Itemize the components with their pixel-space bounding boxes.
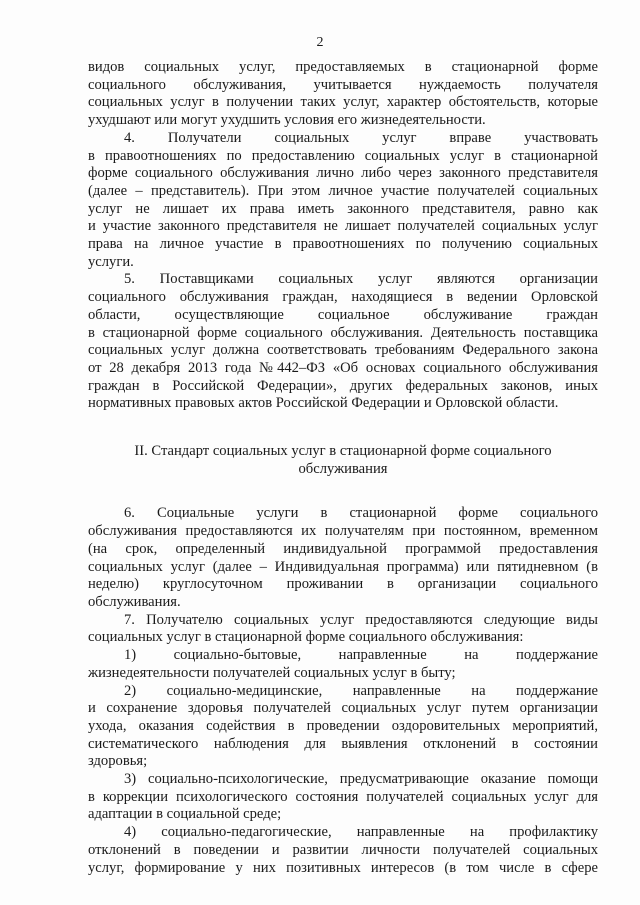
text-line: жизнедеятельности получателей социальных услуг в быту;	[88, 664, 456, 681]
section-heading	[88, 443, 598, 478]
list-item-1	[88, 647, 598, 682]
text-line: от 28 декабря 2013 года №442–ФЗ «Об основах социального обслуживания	[88, 359, 598, 376]
text-line: и сохранение здоровья получателей социальных услуг путем организации	[88, 700, 598, 717]
text-line: здоровья;	[88, 753, 148, 770]
text-line: услуг, формирование у них позитивных интересов (в том числе в сфере	[88, 859, 598, 876]
paragraph-item-6	[88, 505, 598, 611]
document-body	[88, 59, 598, 877]
text-line: права на личное участие в правоотношениях по получению социальных	[88, 236, 598, 253]
text-line: социальных услуг в получении таких услуг, характер обстоятельств, которые	[88, 94, 598, 111]
text-line: 5. Поставщиками социальных услуг являются организации	[124, 271, 598, 288]
text-line: 7. Получателю социальных услуг предоставляются следующие виды	[124, 611, 598, 628]
text-line: обслуживания предоставляются их получателям при постоянном, временном	[88, 523, 598, 540]
text-line: услуги.	[88, 253, 134, 270]
list-item-3	[88, 771, 598, 824]
text-line: социальных услуг (далее – Индивидуальная программа) или пятидневном (в	[88, 558, 598, 575]
text-line: в коррекции психологического состояния получателей социальных услуг для	[88, 788, 598, 805]
paragraph-item-5	[88, 271, 598, 413]
text-line: социального обслуживания граждан, находящиеся в ведении Орловской	[88, 289, 598, 306]
text-line: видов социальных услуг, предоставляемых в стационарной форме	[88, 59, 598, 75]
text-line: 6. Социальные услуги в стационарной форме социального	[124, 505, 598, 522]
text-line: социальных услуг в стационарной форме социального обслуживания:	[88, 629, 524, 646]
text-line: ухода, оказания содействия в проведении оздоровительных мероприятий,	[88, 717, 598, 734]
text-line: и участие законного представителя не лишает получателей социальных услуг	[88, 218, 598, 235]
text-line: 3) социально-психологические, предусматривающие оказание помощи	[124, 771, 598, 788]
paragraph-continuation	[88, 59, 598, 130]
text-line: нормативных правовых актов Российской Федерации и Орловской области.	[88, 395, 559, 412]
text-line: отклонений в поведении и развитии личности получателей социальных	[88, 841, 598, 858]
text-line: систематического наблюдения для выявления отклонений в состоянии	[88, 735, 598, 752]
page-number: 2	[316, 35, 324, 50]
text-line: адаптации в социальной среде;	[88, 806, 282, 823]
paragraph-item-7	[88, 612, 598, 647]
text-line: 2) социально-медицинские, направленные на поддержание	[124, 682, 598, 699]
section-heading-line: II. Стандарт социальных услуг в стационарной форме социального	[134, 443, 552, 460]
text-line: 1) социально-бытовые, направленные на поддержание	[124, 647, 598, 664]
text-line: ухудшают или могут ухудшить условия его жизнедеятельности.	[88, 112, 486, 129]
text-line: граждан в Российской Федерации», других федеральных законов, иных	[88, 377, 598, 394]
text-line: социальных услуг должна соответствовать требованиям Федерального закона	[88, 342, 598, 359]
text-line: 4. Получатели социальных услуг вправе участвовать	[124, 129, 598, 146]
text-line: (далее – представитель). При этом личное участие получателей социальных	[88, 182, 598, 199]
text-line: в правоотношениях по предоставлению социальных услуг в стационарной	[88, 147, 598, 164]
text-line: форме социального обслуживания лично либо через законного представителя	[88, 165, 598, 182]
text-line: 4) социально-педагогические, направленные на профилактику	[124, 824, 598, 841]
list-item-2	[88, 683, 598, 772]
list-item-4	[88, 824, 598, 877]
text-line: социального обслуживания, учитывается нуждаемость получателя	[88, 76, 598, 93]
section-heading-line: обслуживания	[298, 460, 388, 477]
text-line: услуг не лишает их права иметь законного представителя, равно как	[88, 200, 598, 217]
text-line: обслуживания.	[88, 593, 181, 610]
text-line: неделю) круглосуточном проживании в организации социального	[88, 576, 598, 593]
text-line: в стационарной форме социального обслуживания. Деятельность поставщика	[88, 324, 598, 341]
text-line: (на срок, определенный индивидуальной программой предоставления	[88, 540, 598, 557]
paragraph-item-4	[88, 130, 598, 272]
text-line: области, осуществляющие социальное обслуживание граждан	[88, 306, 598, 323]
